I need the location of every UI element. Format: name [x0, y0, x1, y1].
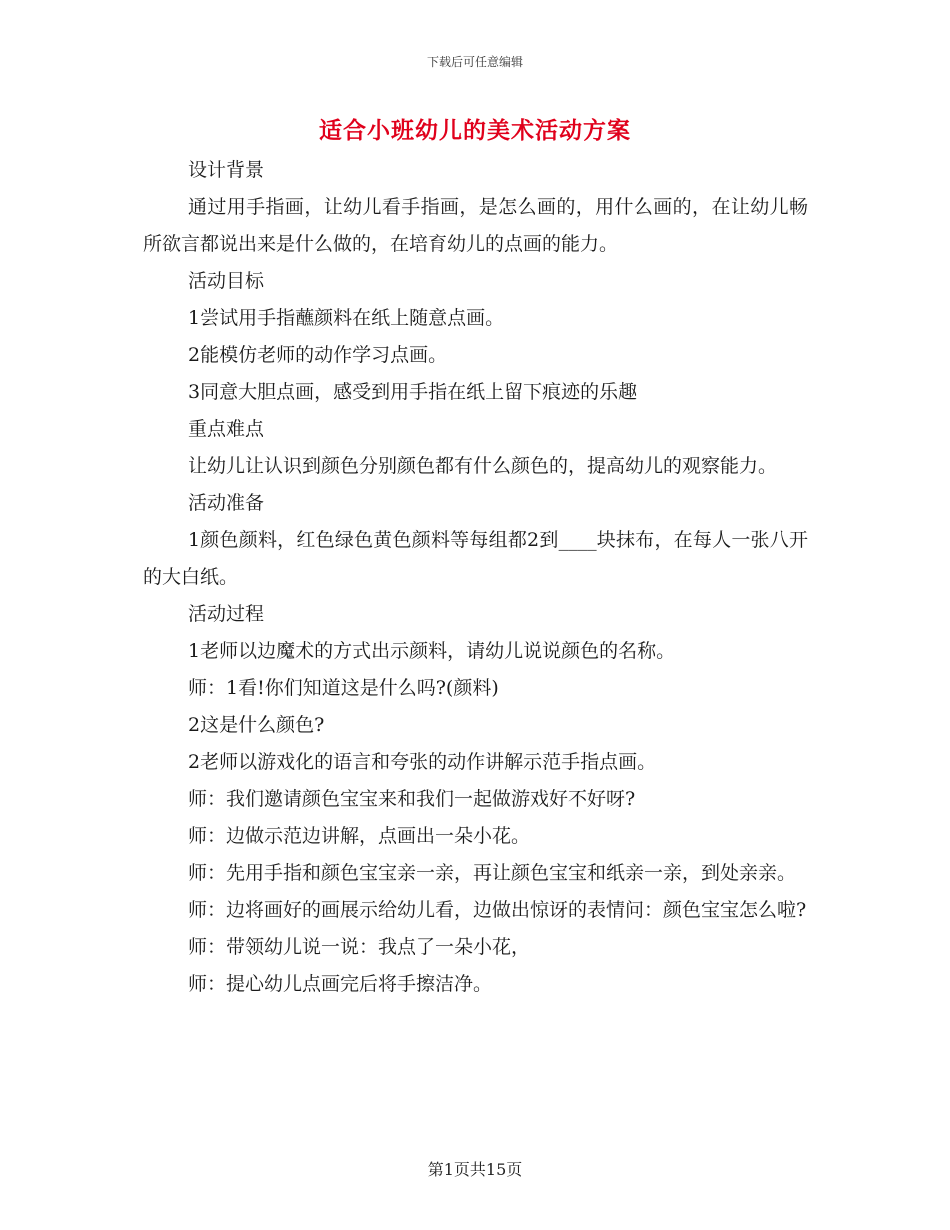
paragraph: 2老师以游戏化的语言和夸张的动作讲解示范手指点画。: [188, 751, 657, 773]
paragraph: 1颜色颜料，红色绿色黄色颜料等每组都2到____块抹布，在每人一张八开的大白纸。: [143, 529, 808, 588]
paragraph: 师：1看!你们知道这是什么吗?(颜料): [188, 677, 499, 699]
document-title: 适合小班幼儿的美术活动方案: [319, 117, 631, 144]
paragraph: 2这是什么颜色?: [188, 714, 325, 736]
paragraph: 1尝试用手指蘸颜料在纸上随意点画。: [188, 307, 505, 329]
section-heading-preparation: 活动准备: [188, 492, 265, 514]
paragraph: 让幼儿让认识到颜色分别颜色都有什么颜色的，提高幼儿的观察能力。: [188, 455, 778, 477]
paragraph: 通过用手指画，让幼儿看手指画，是怎么画的，用什么画的，在让幼儿畅所欲言都说出来是什么做的，在培育幼儿的点画的能力。: [143, 196, 808, 255]
paragraph: 师：我们邀请颜色宝宝来和我们一起做游戏好不好呀?: [188, 788, 636, 810]
page-number-footer: 第1页共15页: [427, 1160, 523, 1179]
paragraph: 师：提心幼儿点画完后将手擦洁净。: [188, 973, 493, 995]
document-body: [143, 152, 808, 1003]
paragraph: 师：边将画好的画展示给幼儿看，边做出惊讶的表情问：颜色宝宝怎么啦?: [188, 899, 807, 921]
page-header: 下载后可任意编辑: [426, 55, 523, 69]
paragraph: 3同意大胆点画，感受到用手指在纸上留下痕迹的乐趣: [188, 381, 638, 403]
section-heading-goals: 活动目标: [188, 270, 265, 292]
paragraph: 1老师以边魔术的方式出示颜料，请幼儿说说颜色的名称。: [188, 640, 676, 662]
paragraph: 师：带领幼儿说一说：我点了一朵小花，: [188, 936, 531, 958]
paragraph: 师：先用手指和颜色宝宝亲一亲，再让颜色宝宝和纸亲一亲，到处亲亲。: [188, 862, 797, 884]
section-heading-background: 设计背景: [188, 159, 265, 181]
paragraph: 2能模仿老师的动作学习点画。: [188, 344, 448, 366]
section-heading-process: 活动过程: [188, 603, 265, 625]
paragraph: 师：边做示范边讲解，点画出一朵小花。: [188, 825, 531, 847]
section-heading-key-points: 重点难点: [188, 418, 265, 440]
